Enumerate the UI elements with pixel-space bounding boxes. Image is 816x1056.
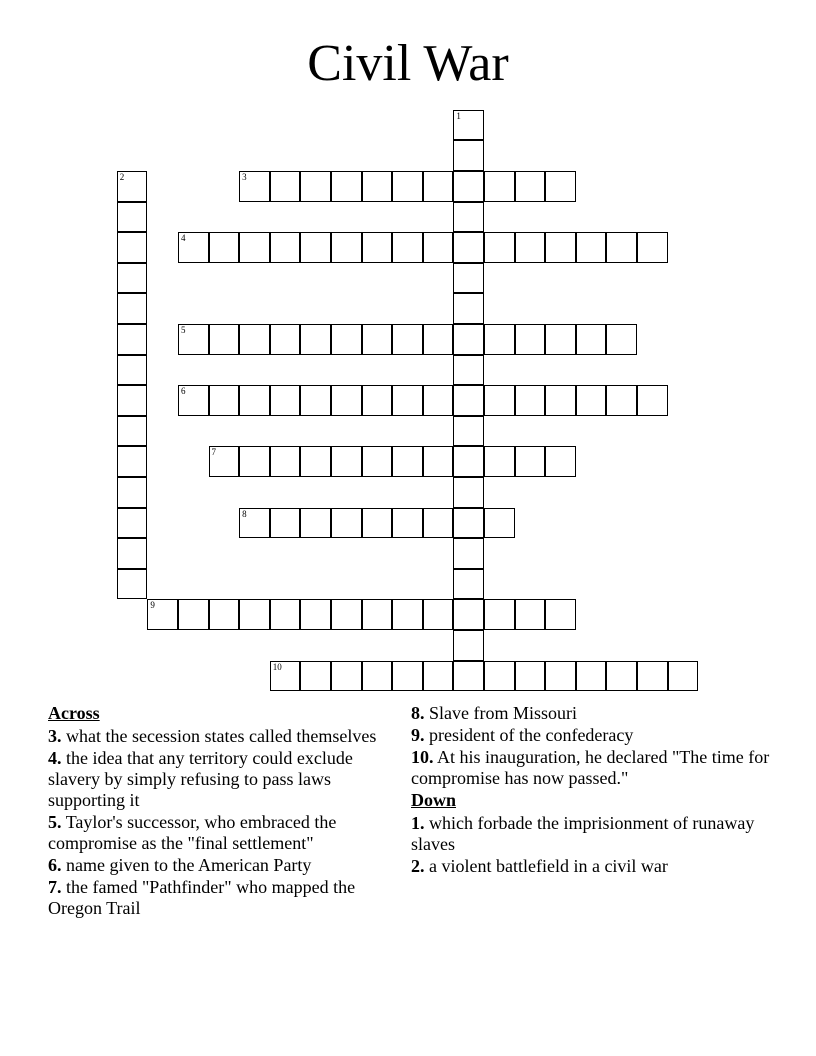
grid-cell[interactable] [362, 508, 393, 539]
grid-cell[interactable] [270, 446, 301, 477]
clue-across-5 [48, 812, 388, 854]
grid-cell[interactable] [300, 446, 331, 477]
clue-number: 4. [48, 748, 62, 768]
down-heading: Down [411, 790, 457, 810]
clue-number: 3. [48, 726, 62, 746]
grid-cell[interactable] [239, 599, 270, 630]
clue-number: 10. [411, 747, 434, 767]
cell-number: 5 [180, 324, 186, 335]
grid-cell[interactable] [270, 661, 301, 692]
grid-cell[interactable] [209, 232, 240, 263]
clue-number: 9. [411, 725, 425, 745]
grid-cell[interactable] [270, 232, 301, 263]
clue-number: 8. [411, 703, 425, 723]
grid-cell[interactable] [392, 446, 423, 477]
grid-cell[interactable] [515, 661, 546, 692]
grid-cell[interactable] [178, 232, 209, 263]
grid-cell[interactable] [239, 385, 270, 416]
grid-cell[interactable] [300, 599, 331, 630]
grid-cell[interactable] [484, 661, 515, 692]
grid-cell[interactable] [484, 171, 515, 202]
grid-cell[interactable] [637, 661, 668, 692]
grid-cell[interactable] [209, 385, 240, 416]
grid-cell[interactable] [239, 232, 270, 263]
grid-cell[interactable] [178, 599, 209, 630]
grid-cell[interactable] [453, 263, 484, 294]
grid-cell[interactable] [484, 508, 515, 539]
clue-text: what the secession states called themselves [66, 726, 377, 746]
grid-cell[interactable] [423, 661, 454, 692]
grid-cell[interactable] [515, 324, 546, 355]
grid-cell[interactable] [270, 385, 301, 416]
cell-number: 3 [242, 171, 247, 182]
grid-cell[interactable] [392, 661, 423, 692]
clue-text: president of the confederacy [429, 725, 634, 745]
grid-cell[interactable] [270, 171, 301, 202]
clue-text: the famed "Pathfinder" who mapped the Oregon Trail [48, 877, 356, 918]
grid-cell[interactable] [117, 446, 148, 477]
grid-cell[interactable] [484, 232, 515, 263]
grid-cell[interactable] [300, 661, 331, 692]
grid-cell[interactable] [209, 446, 240, 477]
clue-number: 6. [48, 855, 62, 875]
grid-cell[interactable] [331, 599, 362, 630]
grid-cell[interactable] [576, 661, 607, 692]
grid-cell[interactable] [453, 324, 484, 355]
grid-cell[interactable] [453, 477, 484, 508]
clue-down-2 [411, 856, 771, 877]
grid-cell[interactable] [606, 385, 637, 416]
cell-number: 4 [180, 233, 186, 244]
grid-cell[interactable] [453, 140, 484, 171]
grid-cell[interactable] [484, 324, 515, 355]
grid-cell[interactable] [392, 232, 423, 263]
grid-cell[interactable] [453, 630, 484, 661]
grid-cell[interactable] [545, 232, 576, 263]
cell-number: 8 [242, 508, 247, 519]
grid-cell[interactable] [362, 661, 393, 692]
grid-cell[interactable] [178, 324, 209, 355]
grid-cell[interactable] [209, 599, 240, 630]
grid-cell[interactable] [423, 599, 454, 630]
grid-cell[interactable] [392, 508, 423, 539]
grid-cell[interactable] [453, 599, 484, 630]
clues-left-column [48, 703, 388, 920]
clue-down-1 [411, 813, 771, 855]
grid-cell[interactable] [423, 232, 454, 263]
grid-cell[interactable] [117, 416, 148, 447]
grid-cell[interactable] [117, 569, 148, 600]
grid-cell[interactable] [453, 110, 484, 141]
grid-cell[interactable] [606, 232, 637, 263]
clue-text: Slave from Missouri [429, 703, 577, 723]
grid-cell[interactable] [423, 446, 454, 477]
grid-cell[interactable] [484, 385, 515, 416]
grid-cell[interactable] [300, 508, 331, 539]
clue-text: which forbade the imprisionment of runaway slaves [411, 813, 755, 854]
grid-cell[interactable] [423, 324, 454, 355]
grid-cell[interactable] [117, 385, 148, 416]
grid-cell[interactable] [637, 385, 668, 416]
grid-cell[interactable] [453, 508, 484, 539]
grid-cell[interactable] [117, 324, 148, 355]
grid-cell[interactable] [515, 599, 546, 630]
clue-number: 1. [411, 813, 425, 833]
clue-across-8 [411, 703, 771, 724]
clue-text: the idea that any territory could exclude slavery by simply refusing to pass laws supporting it [48, 748, 353, 810]
grid-cell[interactable] [331, 385, 362, 416]
clue-across-3 [48, 726, 388, 747]
grid-cell[interactable] [331, 324, 362, 355]
grid-cell[interactable] [576, 324, 607, 355]
grid-cell[interactable] [545, 324, 576, 355]
grid-cell[interactable] [453, 569, 484, 600]
grid-cell[interactable] [453, 661, 484, 692]
grid-cell[interactable] [453, 538, 484, 569]
grid-cell[interactable] [331, 171, 362, 202]
clue-number: 2. [411, 856, 425, 876]
grid-cell[interactable] [392, 599, 423, 630]
grid-cell[interactable] [392, 385, 423, 416]
grid-cell[interactable] [300, 385, 331, 416]
clue-across-7 [48, 877, 388, 919]
grid-cell[interactable] [453, 385, 484, 416]
grid-cell[interactable] [239, 508, 270, 539]
grid-cell[interactable] [270, 324, 301, 355]
grid-cell[interactable] [362, 232, 393, 263]
grid-cell[interactable] [362, 171, 393, 202]
clue-across-4 [48, 748, 388, 811]
clue-number: 7. [48, 877, 62, 897]
grid-cell[interactable] [453, 232, 484, 263]
clue-across-10 [411, 747, 771, 789]
grid-cell[interactable] [362, 599, 393, 630]
grid-cell[interactable] [668, 661, 699, 692]
grid-cell[interactable] [117, 538, 148, 569]
grid-cell[interactable] [484, 599, 515, 630]
grid-cell[interactable] [239, 446, 270, 477]
grid-cell[interactable] [331, 446, 362, 477]
grid-cell[interactable] [545, 661, 576, 692]
grid-cell[interactable] [117, 293, 148, 324]
grid-cell[interactable] [362, 324, 393, 355]
grid-cell[interactable] [117, 477, 148, 508]
grid-cell[interactable] [300, 171, 331, 202]
grid-cell[interactable] [209, 324, 240, 355]
grid-cell[interactable] [362, 446, 393, 477]
grid-cell[interactable] [515, 385, 546, 416]
grid-cell[interactable] [423, 508, 454, 539]
grid-cell[interactable] [147, 599, 178, 630]
grid-cell[interactable] [270, 508, 301, 539]
clue-text: Taylor's successor, who embraced the compromise as the "final settlement" [48, 812, 337, 853]
grid-cell[interactable] [576, 385, 607, 416]
page-title: Civil War [307, 35, 509, 92]
grid-cell[interactable] [423, 171, 454, 202]
grid-cell[interactable] [484, 446, 515, 477]
grid-cell[interactable] [453, 293, 484, 324]
grid-cell[interactable] [300, 324, 331, 355]
grid-cell[interactable] [545, 385, 576, 416]
grid-cell[interactable] [453, 355, 484, 386]
clue-across-6 [48, 855, 388, 876]
cell-number: 6 [180, 386, 186, 397]
grid-cell[interactable] [515, 171, 546, 202]
grid-cell[interactable] [117, 263, 148, 294]
grid-cell[interactable] [300, 232, 331, 263]
grid-cell[interactable] [515, 446, 546, 477]
grid-cell[interactable] [392, 324, 423, 355]
grid-cell[interactable] [545, 446, 576, 477]
grid-cell[interactable] [606, 661, 637, 692]
grid-cell[interactable] [423, 385, 454, 416]
cell-number: 7 [211, 447, 217, 458]
cell-number: 2 [119, 171, 125, 182]
grid-cell[interactable] [545, 599, 576, 630]
grid-cell[interactable] [331, 232, 362, 263]
grid-cell[interactable] [576, 232, 607, 263]
clue-text: At his inauguration, he declared "The time for compromise has now passed." [411, 747, 770, 788]
across-heading: Across [48, 703, 100, 723]
clue-text: name given to the American Party [66, 855, 312, 875]
cell-number: 1 [456, 110, 461, 121]
clue-across-9 [411, 725, 771, 746]
grid-cell[interactable] [117, 355, 148, 386]
grid-cell[interactable] [637, 232, 668, 263]
clues-right-column [411, 703, 771, 878]
grid-cell[interactable] [331, 508, 362, 539]
grid-cell[interactable] [545, 171, 576, 202]
grid-cell[interactable] [331, 661, 362, 692]
grid-cell[interactable] [606, 324, 637, 355]
grid-cell[interactable] [117, 202, 148, 233]
grid-cell[interactable] [117, 508, 148, 539]
grid-cell[interactable] [392, 171, 423, 202]
clue-text: a violent battlefield in a civil war [429, 856, 668, 876]
clue-number: 5. [48, 812, 62, 832]
grid-cell[interactable] [515, 232, 546, 263]
grid-cell[interactable] [239, 324, 270, 355]
cell-number: 10 [272, 661, 282, 672]
cell-number: 9 [150, 600, 155, 611]
grid-cell[interactable] [453, 171, 484, 202]
grid-cell[interactable] [453, 446, 484, 477]
grid-cell[interactable] [239, 171, 270, 202]
grid-cell[interactable] [178, 385, 209, 416]
grid-cell[interactable] [453, 416, 484, 447]
grid-cell[interactable] [117, 171, 148, 202]
grid-cell[interactable] [362, 385, 393, 416]
grid-cell[interactable] [453, 202, 484, 233]
grid-cell[interactable] [117, 232, 148, 263]
grid-cell[interactable] [270, 599, 301, 630]
